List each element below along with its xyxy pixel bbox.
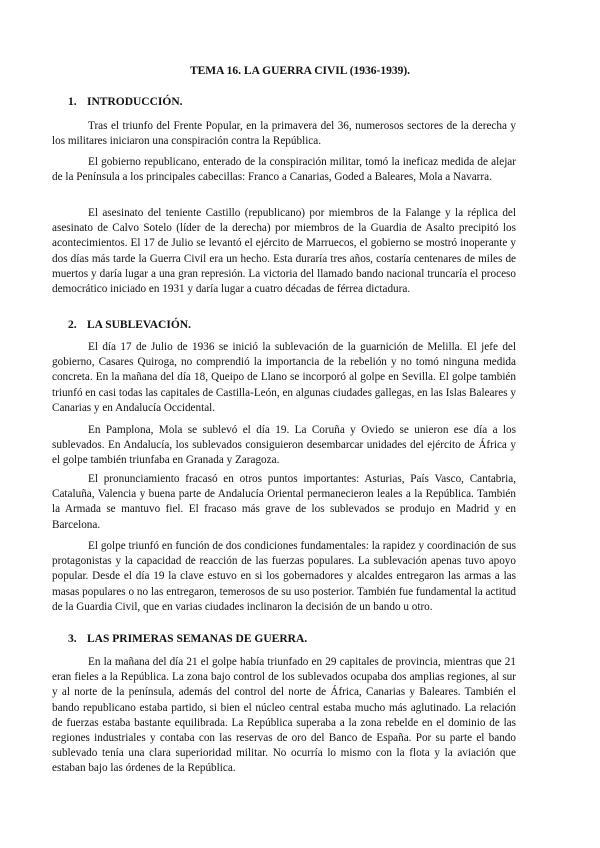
paragraph: El golpe triunfó en función de dos condiciones fundamentales: la rapidez y coordinación de sus protagonistas y la capacidad de reacción de las fuerzas populares. La sublevación apenas tuvo apoyo popular. Desde el día 19 la clave estuvo en si los gobernadores y alcaldes entregaron las armas a las masas populares o no las entregaron, temerosos de su uso posterior. También fue fundamental la actitud de la Guardia Civil, que en varias ciudades inclinaron la decisión de un bando u otro. <box>52 540 516 613</box>
section-heading-text: LA SUBLEVACIÓN. <box>87 319 191 331</box>
section-heading-introduccion <box>68 95 528 109</box>
section-heading-text: INTRODUCCIÓN. <box>87 96 183 108</box>
paragraph: El asesinato del teniente Castillo (republicano) por miembros de la Falange y la réplica del asesinato de Calvo Sotelo (líder de la derecha) por miembros de la Guardia de Asalto precipitó los acontecimientos. El 17 de Julio se levantó el ejército de Marruecos, el gobierno se mostró inoperante y dos días más tarde la Guerra Civil era un hecho. Esta duraría tres años, costaría centenares de miles de muertos y daría lugar a una gran represión. La victoria del llamado bando nacional truncaría el proceso democrático iniciado en 1931 y daría lugar a cuatro décadas de férrea dictadura. <box>52 207 516 296</box>
section-heading-primeras-semanas <box>68 632 528 646</box>
document-title: TEMA 16. LA GUERRA CIVIL (1936-1939). <box>189 65 411 77</box>
paragraph: Tras el triunfo del Frente Popular, en la primavera del 36, numerosos sectores de la derecha y los militares iniciaron una conspiración contra la República. <box>52 120 516 148</box>
paragraph: El gobierno republicano, enterado de la conspiración militar, tomó la ineficaz medida de alejar de la Península a los principales cabecillas: Franco a Canarias, Goded a Baleares, Mola a Navarra. <box>52 156 516 184</box>
paragraph: En la mañana del día 21 el golpe había triunfado en 29 capitales de provincia, mientras que 21 eran fieles a la República. La zona bajo control de los sublevados ocupaba dos amplias regiones, al sur y al norte de la península, además del control del norte de África, Canarias y Baleares. También el bando republicano estaba partido, si bien el núcleo central estaba mucho más aglutinado. La relación de fuerzas estaba bastante equilibrada. La República superaba a la zona rebelde en el dominio de las regiones industriales y contaba con las reservas de oro del Banco de España. Por su parte el bando sublevado tenía una clara superioridad militar. No ocurría lo mismo con la flota y la aviación que estaban bajo las órdenes de la República. <box>52 656 516 775</box>
section-heading-sublevacion <box>68 318 528 332</box>
section-number: 1. <box>68 96 77 108</box>
paragraph: En Pamplona, Mola se sublevó el día 19. La Coruña y Oviedo se unieron ese día a los sublevados. En Andalucía, los sublevados consiguieron desembarcar unidades del ejército de África y el golpe también triunfaba en Granada y Zaragoza. <box>52 424 516 467</box>
section-number: 3. <box>68 633 77 645</box>
section-heading-text: LAS PRIMERAS SEMANAS DE GUERRA. <box>87 633 308 645</box>
paragraph: El día 17 de Julio de 1936 se inició la sublevación de la guarnición de Melilla. El jefe del gobierno, Casares Quiroga, no comprendió la importancia de la rebelión y no tomó ninguna medida concreta. En la mañana del día 18, Queipo de Llano se incorporó al golpe en Sevilla. El golpe también triunfó en casi todas las capitales de Castilla-León, en algunas ciudades gallegas, en las Islas Baleares y Canarias y en Andalucía Occidental. <box>52 341 516 414</box>
section-number: 2. <box>68 319 77 331</box>
paragraph: El pronunciamiento fracasó en otros puntos importantes: Asturias, País Vasco, Cantabria, Cataluña, Valencia y buena parte de Andalucía Oriental permanecieron leales a la República. También la Armada se mantuvo fiel. El fracaso más grave de los sublevados se produjo en Madrid y en Barcelona. <box>52 473 516 531</box>
